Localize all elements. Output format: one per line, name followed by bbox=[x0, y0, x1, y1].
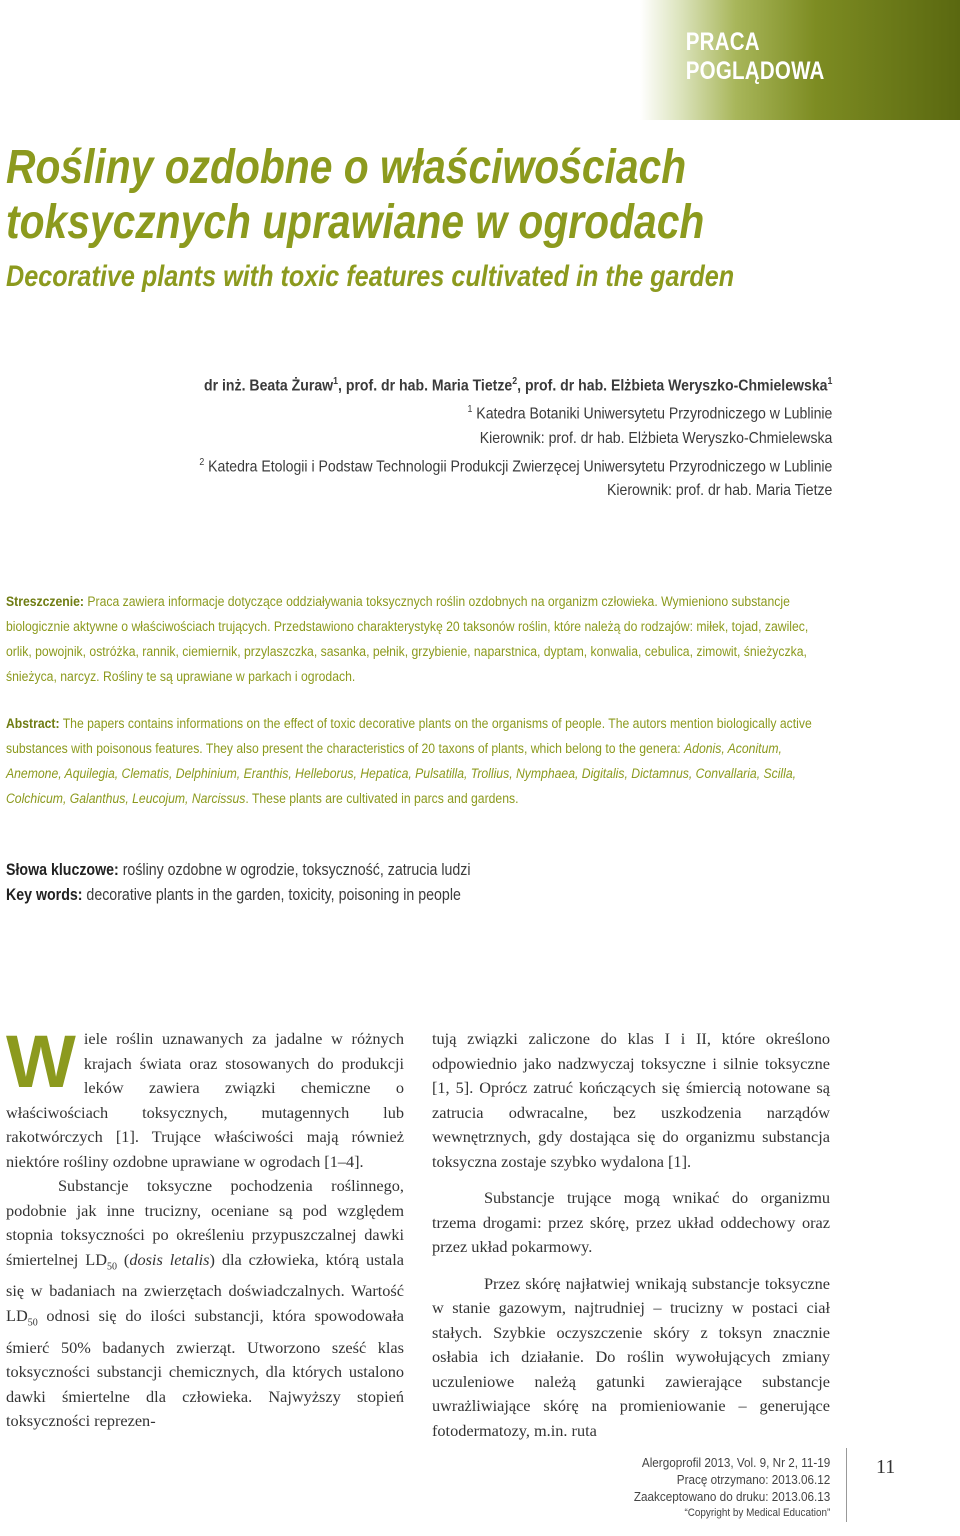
title-english: Decorative plants with toxic features cultivated in the garden bbox=[6, 260, 735, 293]
paragraph-1: Wiele roślin uznawanych za jadalne w różnych krajach świata oraz stosowanych do produkcji leków zawiera związki chemiczne o właściwościach toksycznych, mutagennych lub rakotwórczych [1]. Trujące właściwości mają również niektóre rośliny ozdobne uprawiane w ogrodach [1–4]. bbox=[6, 1020, 404, 1171]
paragraph-3: tują związki zaliczone do klas I i II, które określono odpowiednio jako nadzwyczaj toksyczne i silnie toksyczne [1, 5]. Oprócz zatruć kończących się śmiercią notowane są zatrucia odwracalne, bez uszkodzenia narządów wewnętrznych, gdy dostająca się do organizmu substancja toksyczna zostaje szybko wydalona [1]. bbox=[432, 1029, 830, 1171]
page-number: 11 bbox=[876, 1456, 896, 1478]
keywords-block bbox=[6, 858, 546, 908]
paragraph-5: Przez skórę najłatwiej wnikają substancje toksyczne w stanie gazowym, najtrudniej – trucizny w postaci ciał stałych. Szybkie oczyszczenie skóry z toksyn znacznie osłabia ich działanie. Do roślin wywołujących zmiany uczuleniowe należą gatunki zawierające substancje uwrażliwiające skórę na promieniowanie – generujące fotodermatozy, m.in. ruta bbox=[432, 1273, 830, 1440]
paragraph-4: Substancje trujące mogą wnikać do organizmu trzema drogami: przez skórę, przez układ oddechowy oraz przez układ pokarmowy. bbox=[432, 1188, 830, 1256]
footer-divider bbox=[846, 1448, 847, 1522]
header-banner bbox=[640, 0, 960, 120]
section-label: PRACA POGLĄDOWA bbox=[685, 28, 825, 85]
keywords-polish: Słowa kluczowe: rośliny ozdobne w ogrodzie, toksyczność, zatrucia ludzi bbox=[6, 861, 471, 879]
footer-info bbox=[612, 1454, 830, 1522]
title-polish bbox=[6, 140, 771, 250]
abstract-english-label: Abstract: bbox=[6, 716, 60, 732]
copyright: “Copyright by Medical Education” bbox=[684, 1507, 830, 1519]
abstract-english-text-end: . These plants are cultivated in parcs and gardens. bbox=[245, 791, 519, 807]
title-polish-line-1: Rośliny ozdobne o właściwościach bbox=[6, 141, 687, 194]
abstract-polish-text: Praca zawiera informacje dotyczące oddziaływania toksycznych roślin ozdobnych na organizm człowieka. Wymieniono substancje biologicznie aktywne o właściwościach trujących. Przedstawiono charakterystykę 20 taksonów roślin, które należą do rodzajów: miłek, tojad, zawilec, orlik, powojnik, ostróżka, rannik, ciemiernik, przylaszczka, sasanka, pełnik, grzybienie, naparstnica, dyptam, konwalia, cebulica, zimowit, śnieżyczka, śnieżyca, narcyz. Rośliny te są uprawiane w parkach i ogrodach. bbox=[6, 594, 809, 685]
received-date: Pracę otrzymano: 2013.06.12 bbox=[676, 1472, 830, 1487]
body-column-left bbox=[6, 1020, 404, 1434]
abstract-polish-label: Streszczenie: bbox=[6, 594, 84, 610]
paragraph-2: Substancje toksyczne pochodzenia roślinnego, podobnie jak inne trucizny, oceniane są pod względem stopnia toksyczności po określeniu przypuszczalnej dawki śmiertelnej $LD_{50}$ (dosis letalis) dla człowieka, którą ustala się w badaniach na zwierzętach doświadczalnych. Wartość $LD_{50}$ odnosi się do ilości substancji, która spowodowała śmierć 50% badanych zwierząt. Utworzono sześć klas toksyczności substancji chemicznych, dla których ustalono dawki śmiertelne dla człowieka. Najwyższy stopień toksyczności reprezen- bbox=[6, 1176, 404, 1430]
keywords-english: Key words: decorative plants in the garden, toxicity, poisoning in people bbox=[6, 886, 461, 904]
drop-cap: W bbox=[6, 1020, 76, 1103]
abstract-polish bbox=[6, 590, 832, 690]
authors-block bbox=[113, 370, 832, 503]
body-column-right bbox=[432, 1027, 830, 1443]
abstract-english-text: The papers contains informations on the effect of toxic decorative plants on the organisms of people. The autors mention biologically active substances with poisonous features. They also present the characteristics of 20 taxons of plants, which belong to the genera: bbox=[6, 716, 812, 757]
accepted-date: Zaakceptowano do druku: 2013.06.13 bbox=[633, 1489, 830, 1504]
author-names: dr inż. Beata Żuraw$^1$, prof. dr hab. Maria Tietze$^2$, prof. dr hab. Elżbieta Weryszko-Chmielewska$^1$ bbox=[203, 376, 832, 395]
affiliation-2: $^2$ Katedra Etologii i Podstaw Technologii Produkcji Zwierzęcej Uniwersytetu Przyrodniczego w Lublinie bbox=[198, 456, 832, 475]
title-polish-line-2: toksycznych uprawiane w ogrodach bbox=[6, 196, 705, 249]
affiliation-1: $^1$ Katedra Botaniki Uniwersytetu Przyrodniczego w Lublinie bbox=[467, 404, 832, 423]
affiliation-1-head: Kierownik: prof. dr hab. Elżbieta Weryszko-Chmielewska bbox=[479, 429, 832, 447]
abstract-english bbox=[6, 712, 832, 812]
affiliation-2-head: Kierownik: prof. dr hab. Maria Tietze bbox=[606, 481, 832, 499]
abstract-english-genera: Adonis, Aconitum, Anemone, Aquilegia, Clematis, Delphinium, Eranthis, Helleborus, Hepatica, Pulsatilla, Trollius, Nymphaea, Digitalis, Dictamnus, Convallaria, Scilla, Colchicum, Galanthus, Leucojum, Narcissus bbox=[6, 741, 797, 807]
journal-citation: Alergoprofil 2013, Vol. 9, Nr 2, 11-19 bbox=[641, 1455, 830, 1470]
